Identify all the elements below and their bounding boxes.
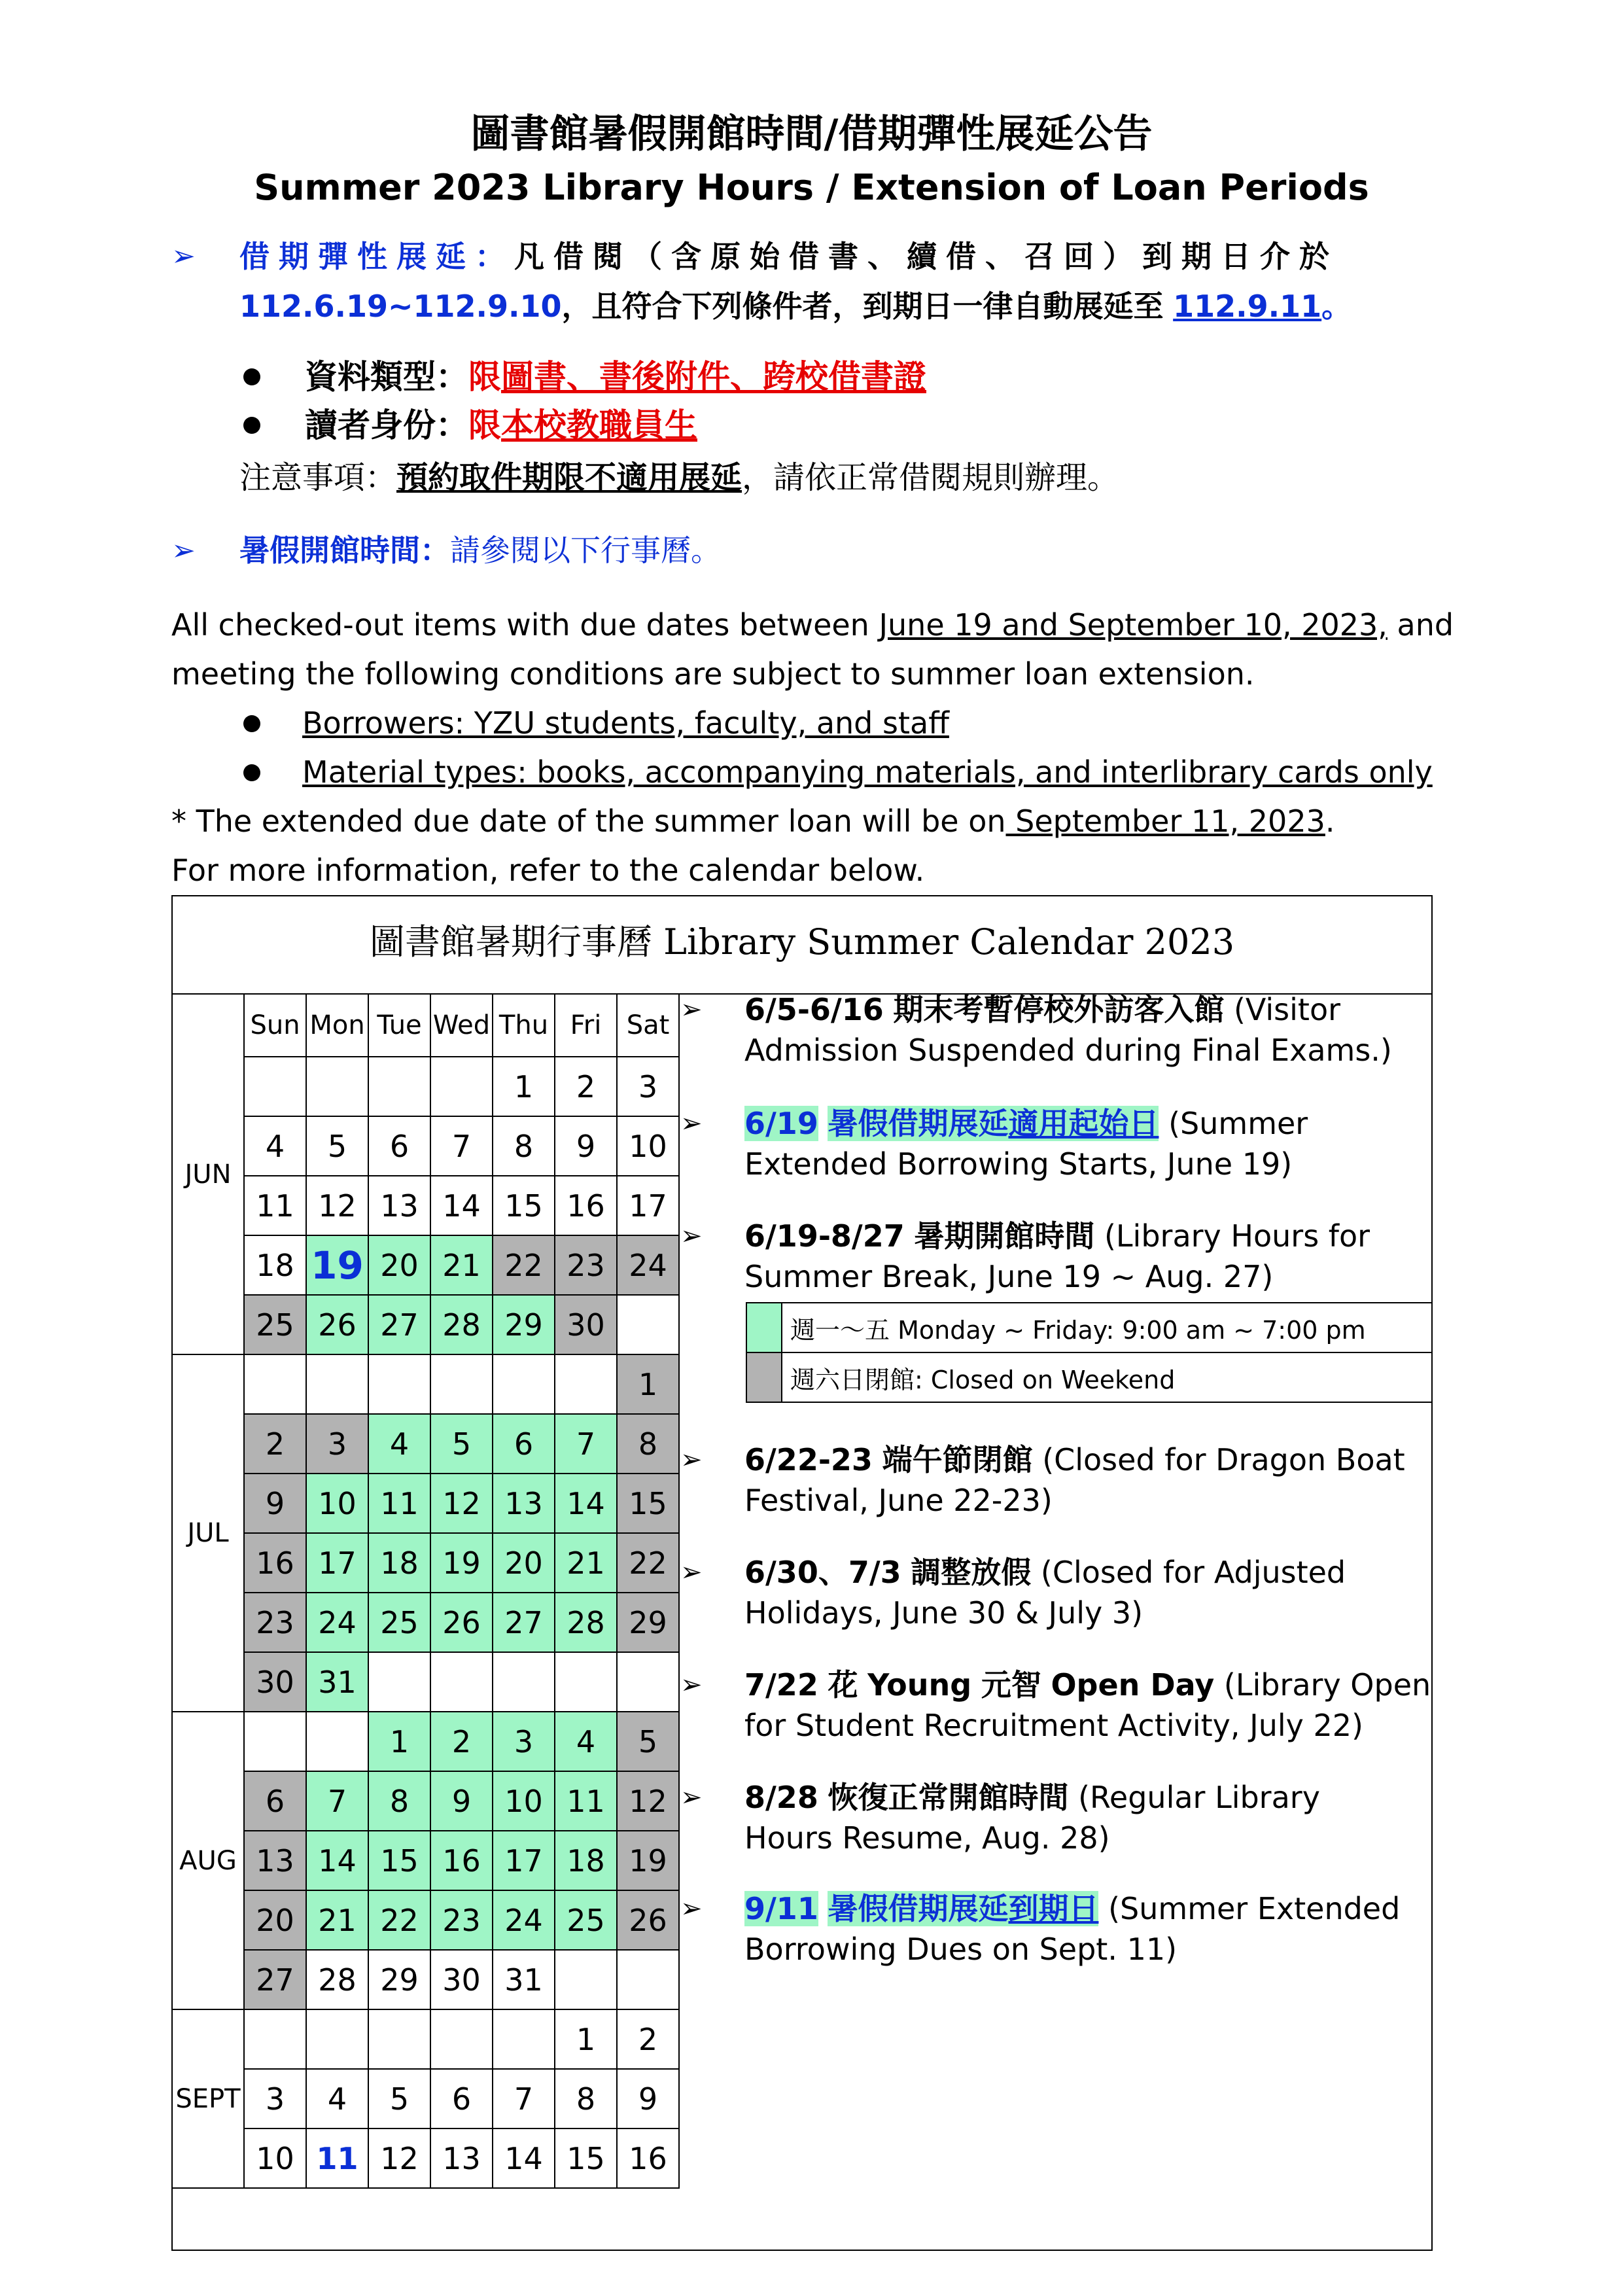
calendar-day-cell: 4 [368,1414,430,1474]
calendar-day-cell [617,1295,679,1354]
calendar-day-cell [493,2009,555,2069]
calendar-week-row [172,2009,679,2069]
event-en: (Summer [1168,1106,1308,1141]
condition-material-type [305,354,926,400]
arrow-bullet-icon: ➢ [680,1670,703,1700]
legend-cn: 週一～五 [790,1315,890,1345]
calendar-day-cell: 3 [244,2069,306,2128]
calendar-day-cell: 16 [244,1533,306,1593]
event-cn: 調整放假 [911,1555,1032,1590]
bullet-dot-icon [243,715,260,732]
calendar-day-cell [244,1712,306,1771]
event-line1 [744,1777,1438,1818]
calendar-day-cell: 9 [617,2069,679,2128]
calendar-day-cell: 24 [306,1593,368,1652]
calendar-day-cell: 7 [555,1414,617,1474]
calendar-week-row [172,1235,679,1295]
calendar-day-cell: 7 [493,2069,555,2128]
event-date: 8/28 [744,1780,818,1815]
calendar-day-cell [617,1950,679,2009]
event-date: 9/11 [744,1891,818,1926]
event-date: 6/22-23 [744,1442,873,1477]
calendar-day-cell [368,2009,430,2069]
calendar-day-cell: 17 [493,1831,555,1890]
calendar-day-cell [244,1354,306,1414]
calendar-day-cell: 9 [555,1116,617,1176]
extended-due-date: 112.9.11 [1173,289,1322,324]
calendar-day-cell: 9 [430,1771,493,1831]
arrow-bullet-icon: ➢ [680,995,703,1025]
event-item [744,1888,1438,1969]
condition-prefix: 限 [468,406,501,444]
english-text: All checked-out items with due dates between [171,607,879,643]
calendar-week-row [172,1890,679,1950]
calendar-day-cell: 1 [555,2009,617,2069]
event-line2: Extended Borrowing Starts, June 19) [744,1146,1293,1182]
calendar-day-cell: 7 [306,1771,368,1831]
calendar-day-cell: 28 [430,1295,493,1354]
arrow-bullet-icon: ➢ [680,1445,703,1475]
calendar-day-cell: 24 [493,1890,555,1950]
english-line3 [171,797,1335,846]
event-item [744,1216,1438,1297]
calendar-day-cell: 25 [368,1593,430,1652]
calendar-day-cell: 19 [306,1235,368,1295]
legend-swatch-green [746,1303,782,1352]
weekday-header: Tue [368,994,430,1057]
condition-label: 讀者身份： [305,406,468,444]
calendar-day-cell: 20 [368,1235,430,1295]
calendar-day-cell: 15 [617,1474,679,1533]
calendar-week-row [172,1533,679,1593]
hours-label: 暑假開館時間： [239,533,450,568]
calendar-day-cell [306,1712,368,1771]
legend-cn: 週六日閉館 [790,1365,915,1394]
english-date-range: June 19 and September 10, 2023, [879,607,1387,643]
calendar-day-cell: 23 [430,1890,493,1950]
event-en: (Library Open [1223,1667,1431,1703]
event-cn: 暑假借期展延 [828,1106,1009,1141]
calendar-day-cell: 13 [244,1831,306,1890]
arrow-bullet-icon: ➢ [171,239,196,273]
calendar-day-cell: 21 [430,1235,493,1295]
hours-text: 請參閱以下行事曆。 [450,533,721,568]
event-date: 6/19 [744,1106,818,1141]
event-line2: Holidays, June 30 & July 3) [744,1595,1143,1631]
event-cn-highlight: 到期日 [1008,1891,1099,1926]
calendar-day-cell: 6 [493,1414,555,1474]
calendar-day-cell: 2 [244,1414,306,1474]
calendar-week-row [172,2128,679,2188]
event-item [744,1439,1438,1521]
calendar-day-cell: 21 [306,1890,368,1950]
calendar-day-cell: 31 [306,1652,368,1712]
event-line1 [744,1103,1438,1144]
calendar-day-cell: 16 [555,1176,617,1235]
calendar-day-cell: 8 [493,1116,555,1176]
calendar-day-cell: 12 [306,1176,368,1235]
note-rest: ，請依正常借閱規則辦理。 [742,459,1119,496]
calendar-day-cell: 14 [306,1831,368,1890]
month-label: SEPT [172,2009,244,2188]
calendar-day-cell: 11 [306,2128,368,2188]
event-item [744,1665,1438,1746]
event-young: Young [867,1667,972,1703]
weekday-header: Fri [555,994,617,1057]
calendar-day-cell: 22 [368,1890,430,1950]
calendar-day-cell: 19 [430,1533,493,1593]
calendar-day-cell: 18 [368,1533,430,1593]
calendar-day-cell [368,1354,430,1414]
calendar-day-cell: 13 [493,1474,555,1533]
calendar-day-cell: 12 [368,2128,430,2188]
event-cn-highlight: 適用起始日 [1008,1106,1159,1141]
calendar-day-cell: 26 [617,1890,679,1950]
calendar-week-row [172,2069,679,2128]
event-item [744,1552,1438,1633]
calendar-week-row [172,1652,679,1712]
calendar-day-cell: 1 [617,1354,679,1414]
month-label: AUG [172,1712,244,2009]
calendar-day-cell [555,1354,617,1414]
event-cn: 端午節閉館 [882,1442,1033,1477]
calendar-day-cell: 3 [617,1057,679,1116]
calendar-day-cell: 14 [430,1176,493,1235]
event-en: (Regular Library [1078,1780,1320,1815]
legend-row-weekday [746,1303,1432,1352]
event-cn: 元智 [981,1667,1041,1703]
legend-swatch-gray [746,1352,782,1402]
calendar-day-cell: 12 [430,1474,493,1533]
arrow-bullet-icon: ➢ [171,534,196,567]
calendar-day-cell: 10 [617,1116,679,1176]
calendar-day-cell: 16 [617,2128,679,2188]
english-due-date: September 11, 2023 [1005,804,1325,839]
arrow-bullet-icon: ➢ [680,1221,703,1251]
extension-date-range: 112.6.19~112.9.10 [239,289,562,324]
calendar-day-cell: 8 [368,1771,430,1831]
english-line1 [171,601,1454,650]
calendar-day-cell: 25 [244,1295,306,1354]
legend-text [782,1303,1432,1352]
calendar-day-cell: 1 [493,1057,555,1116]
english-line2: meeting the following conditions are subject to summer loan extension. [171,656,1255,692]
calendar-day-cell: 3 [493,1712,555,1771]
calendar-day-cell: 6 [244,1771,306,1831]
calendar-day-cell: 19 [617,1831,679,1890]
calendar-day-cell: 10 [244,2128,306,2188]
arrow-bullet-icon: ➢ [680,1782,703,1812]
event-en: (Summer Extended [1108,1891,1401,1926]
calendar-day-cell: 24 [617,1235,679,1295]
event-item [744,1103,1438,1184]
calendar-day-cell: 4 [555,1712,617,1771]
event-line1 [744,1665,1438,1705]
calendar-week-row [172,1771,679,1831]
calendar-day-cell: 5 [306,1116,368,1176]
extension-paragraph [239,237,1476,276]
calendar-day-cell: 23 [244,1593,306,1652]
calendar-day-cell: 27 [493,1593,555,1652]
calendar-day-cell: 30 [555,1295,617,1354]
event-date: 6/19-8/27 [744,1218,905,1254]
event-en: (Visitor [1233,992,1341,1027]
condition-value: 本校教職員生 [501,406,697,444]
calendar-day-cell: 31 [493,1950,555,2009]
calendar-day-cell: 29 [493,1295,555,1354]
extension-text: 凡借閱（含原始借書、續借、召回）到期日介於 [514,239,1338,274]
weekday-header: Sat [617,994,679,1057]
calendar-day-cell: 13 [368,1176,430,1235]
calendar-day-cell: 8 [555,2069,617,2128]
hours-legend [746,1302,1433,1403]
calendar-day-cell: 22 [493,1235,555,1295]
calendar-day-cell: 20 [493,1533,555,1593]
calendar-week-row [172,1057,679,1116]
weekday-header: Wed [430,994,493,1057]
condition-borrower [305,402,697,448]
event-item [744,989,1438,1070]
calendar-day-cell: 5 [430,1414,493,1474]
calendar-day-cell: 7 [430,1116,493,1176]
event-en: (Library Hours for [1104,1218,1370,1254]
event-line1 [744,1552,1438,1593]
calendar-day-cell: 12 [617,1771,679,1831]
extension-label: 借期彈性展延： [239,239,514,274]
calendar-day-cell: 4 [306,2069,368,2128]
calendar-day-cell: 13 [430,2128,493,2188]
calendar-day-cell: 21 [555,1533,617,1593]
weekday-header-row [172,994,679,1057]
calendar-day-cell: 6 [430,2069,493,2128]
condition-prefix: 限 [468,357,501,396]
calendar-day-cell: 15 [555,2128,617,2188]
calendar-day-cell: 16 [430,1831,493,1890]
legend-text [782,1352,1432,1402]
calendar-week-row [172,1593,679,1652]
calendar-day-cell: 4 [244,1116,306,1176]
event-line1 [744,1439,1438,1480]
calendar-day-cell: 1 [368,1712,430,1771]
calendar-day-cell: 11 [555,1771,617,1831]
calendar-week-row [172,1295,679,1354]
calendar-day-cell: 20 [244,1890,306,1950]
extension-text-b: ，且符合下列條件者，到期日一律自動展延至 [561,289,1164,324]
weekday-header: Sun [244,994,306,1057]
calendar-day-cell: 9 [244,1474,306,1533]
calendar-day-cell [493,1354,555,1414]
calendar-week-row [172,1950,679,2009]
calendar-day-cell [244,1057,306,1116]
calendar-day-cell: 15 [368,1831,430,1890]
extension-end: 。 [1321,289,1352,324]
event-date: 6/5-6/16 [744,992,884,1027]
event-cn: 恢復正常開館時間 [828,1780,1069,1815]
calendar-day-cell [617,1652,679,1712]
calendar-day-cell [306,1057,368,1116]
calendar-day-cell: 10 [306,1474,368,1533]
calendar-day-cell: 14 [493,2128,555,2188]
event-item [744,1777,1438,1858]
note-line [239,455,1119,501]
calendar-day-cell: 17 [617,1176,679,1235]
event-line2: Borrowing Dues on Sept. 11) [744,1932,1178,1967]
calendar-day-cell: 26 [430,1593,493,1652]
calendar-day-cell: 2 [617,2009,679,2069]
weekday-header: Mon [306,994,368,1057]
calendar-day-cell [430,1354,493,1414]
hours-line [239,527,721,573]
calendar-day-cell: 27 [244,1950,306,2009]
calendar-title: 圖書館暑期行事曆 Library Summer Calendar 2023 [369,921,1235,963]
calendar-day-cell [306,1354,368,1414]
event-cn: 暑假借期展延 [828,1891,1009,1926]
event-openday: Open Day [1051,1667,1215,1703]
calendar-day-cell [368,1652,430,1712]
calendar-day-cell: 25 [555,1890,617,1950]
event-en: (Closed for Adjusted [1040,1555,1346,1590]
event-line2: Summer Break, June 19 ~ Aug. 27) [744,1259,1274,1294]
arrow-bullet-icon: ➢ [680,1108,703,1139]
calendar-week-row [172,1831,679,1890]
extension-paragraph-line2 [239,287,1476,326]
condition-label: 資料類型： [305,357,468,396]
legend-en: : Closed on Weekend [915,1365,1176,1394]
calendar-day-cell: 15 [493,1176,555,1235]
event-line1 [744,989,1438,1030]
english-text: and [1387,607,1454,643]
calendar-day-cell: 30 [430,1950,493,2009]
calendar-day-cell: 6 [368,1116,430,1176]
event-cn: 期末考暫停校外訪客入館 [893,992,1225,1027]
calendar-week-row [172,1116,679,1176]
calendar-day-cell [555,1652,617,1712]
event-line2: Admission Suspended during Final Exams.) [744,1033,1392,1068]
event-line2: Hours Resume, Aug. 28) [744,1820,1110,1856]
event-en: (Closed for Dragon Boat [1042,1442,1405,1477]
calendar-day-cell [493,1652,555,1712]
calendar-week-row [172,1176,679,1235]
weekday-header: Thu [493,994,555,1057]
event-cn: 暑期開館時間 [914,1218,1095,1254]
english-bullet-materials: Material types: books, accompanying materials, and interlibrary cards only [302,754,1433,790]
calendar-day-cell [430,1652,493,1712]
month-label: JUL [172,1354,244,1712]
bullet-dot-icon [243,764,260,781]
english-bullet-borrowers: Borrowers: YZU students, faculty, and staff [302,705,949,741]
english-line4: For more information, refer to the calendar below. [171,853,925,888]
calendar-day-cell: 2 [555,1057,617,1116]
month-label: JUN [172,994,244,1354]
calendar-day-cell [306,2009,368,2069]
calendar-day-cell: 11 [244,1176,306,1235]
page-subtitle: Summer 2023 Library Hours / Extension of Loan Periods [254,167,1369,208]
calendar-day-cell: 22 [617,1533,679,1593]
event-date: 7/22 [744,1667,818,1703]
event-line1 [744,1888,1438,1929]
event-cn: 花 [828,1667,858,1703]
calendar-week-row [172,1354,679,1414]
calendar-grid [171,993,680,2189]
calendar-day-cell: 28 [555,1593,617,1652]
calendar-day-cell [430,1057,493,1116]
note-value: 預約取件期限不適用展延 [396,459,742,496]
calendar-day-cell [430,2009,493,2069]
calendar-day-cell: 5 [368,2069,430,2128]
calendar-day-cell: 27 [368,1295,430,1354]
calendar-day-cell: 10 [493,1771,555,1831]
calendar-day-cell: 5 [617,1712,679,1771]
calendar-day-cell [244,2009,306,2069]
calendar-week-row [172,1414,679,1474]
page-title: 圖書館暑假開館時間/借期彈性展延公告 [470,111,1153,157]
calendar-day-cell: 26 [306,1295,368,1354]
calendar-day-cell [368,1057,430,1116]
english-text: . [1325,804,1335,839]
english-text: * The extended due date of the summer loan will be on [171,804,1006,839]
calendar-day-cell: 3 [306,1414,368,1474]
event-line1 [744,1216,1438,1256]
calendar-day-cell: 14 [555,1474,617,1533]
calendar-day-cell: 28 [306,1950,368,2009]
condition-value: 圖書、書後附件、跨校借書證 [501,357,926,396]
calendar-week-row [172,1474,679,1533]
calendar-week-row [172,1712,679,1771]
calendar-day-cell: 18 [555,1831,617,1890]
calendar-day-cell: 18 [244,1235,306,1295]
arrow-bullet-icon: ➢ [680,1894,703,1924]
arrow-bullet-icon: ➢ [680,1557,703,1587]
note-label: 注意事項： [239,459,397,496]
event-line2: for Student Recruitment Activity, July 22) [744,1708,1363,1743]
bullet-dot-icon [243,368,260,385]
legend-en: Monday ~ Friday: 9:00 am ~ 7:00 pm [890,1315,1366,1345]
calendar-day-cell: 29 [368,1950,430,2009]
calendar-day-cell: 8 [617,1414,679,1474]
calendar-day-cell: 17 [306,1533,368,1593]
calendar-day-cell: 23 [555,1235,617,1295]
calendar-day-cell: 30 [244,1652,306,1712]
calendar-day-cell: 29 [617,1593,679,1652]
calendar-day-cell: 2 [430,1712,493,1771]
legend-row-weekend [746,1352,1432,1402]
calendar-day-cell [555,1950,617,2009]
calendar-day-cell: 11 [368,1474,430,1533]
event-line2: Festival, June 22-23) [744,1483,1053,1518]
event-date: 6/30、7/3 [744,1555,901,1590]
bullet-dot-icon [243,417,260,434]
